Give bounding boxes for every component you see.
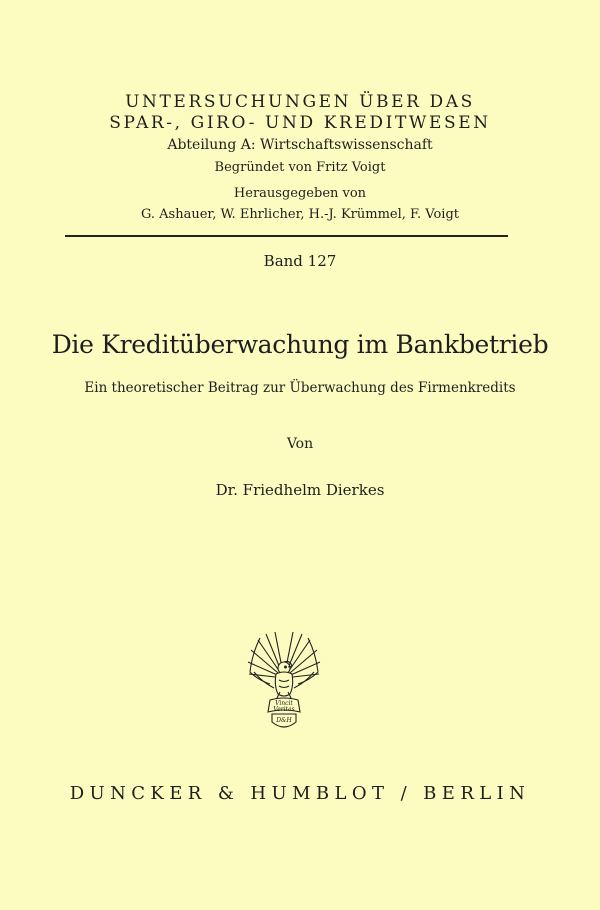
series-editors-label: Herausgegeben von <box>233 186 367 201</box>
series-title-line-2: SPAR-, GIRO- UND KREDITWESEN <box>109 113 491 133</box>
book-subtitle: Ein theoretischer Beitrag zur Überwachung des Firmenkredits <box>84 380 516 396</box>
series-founder: Begründet von Fritz Voigt <box>214 160 386 175</box>
divider-rule <box>65 235 508 237</box>
logo-motto-line-1: Vincit <box>275 700 293 707</box>
logo-motto-line-2: Veritas <box>273 706 295 713</box>
book-title: Die Kreditüberwachung im Bankbetrieb <box>51 330 549 359</box>
logo-initials: D&H <box>276 717 292 724</box>
publisher-imprint: DUNCKER & HUMBLOT / BERLIN <box>69 783 531 804</box>
series-division: Abteilung A: Wirtschaftswissenschaft <box>167 137 433 153</box>
author-name: Dr. Friedhelm Dierkes <box>215 481 385 499</box>
series-title-line-1: UNTERSUCHUNGEN ÜBER DAS <box>125 92 475 112</box>
byline-von: Von <box>286 436 314 452</box>
series-editors: G. Ashauer, W. Ehrlicher, H.-J. Krümmel, F. Voigt <box>140 207 459 222</box>
volume-number: Band 127 <box>263 252 337 270</box>
eagle-emblem-icon <box>246 628 322 732</box>
